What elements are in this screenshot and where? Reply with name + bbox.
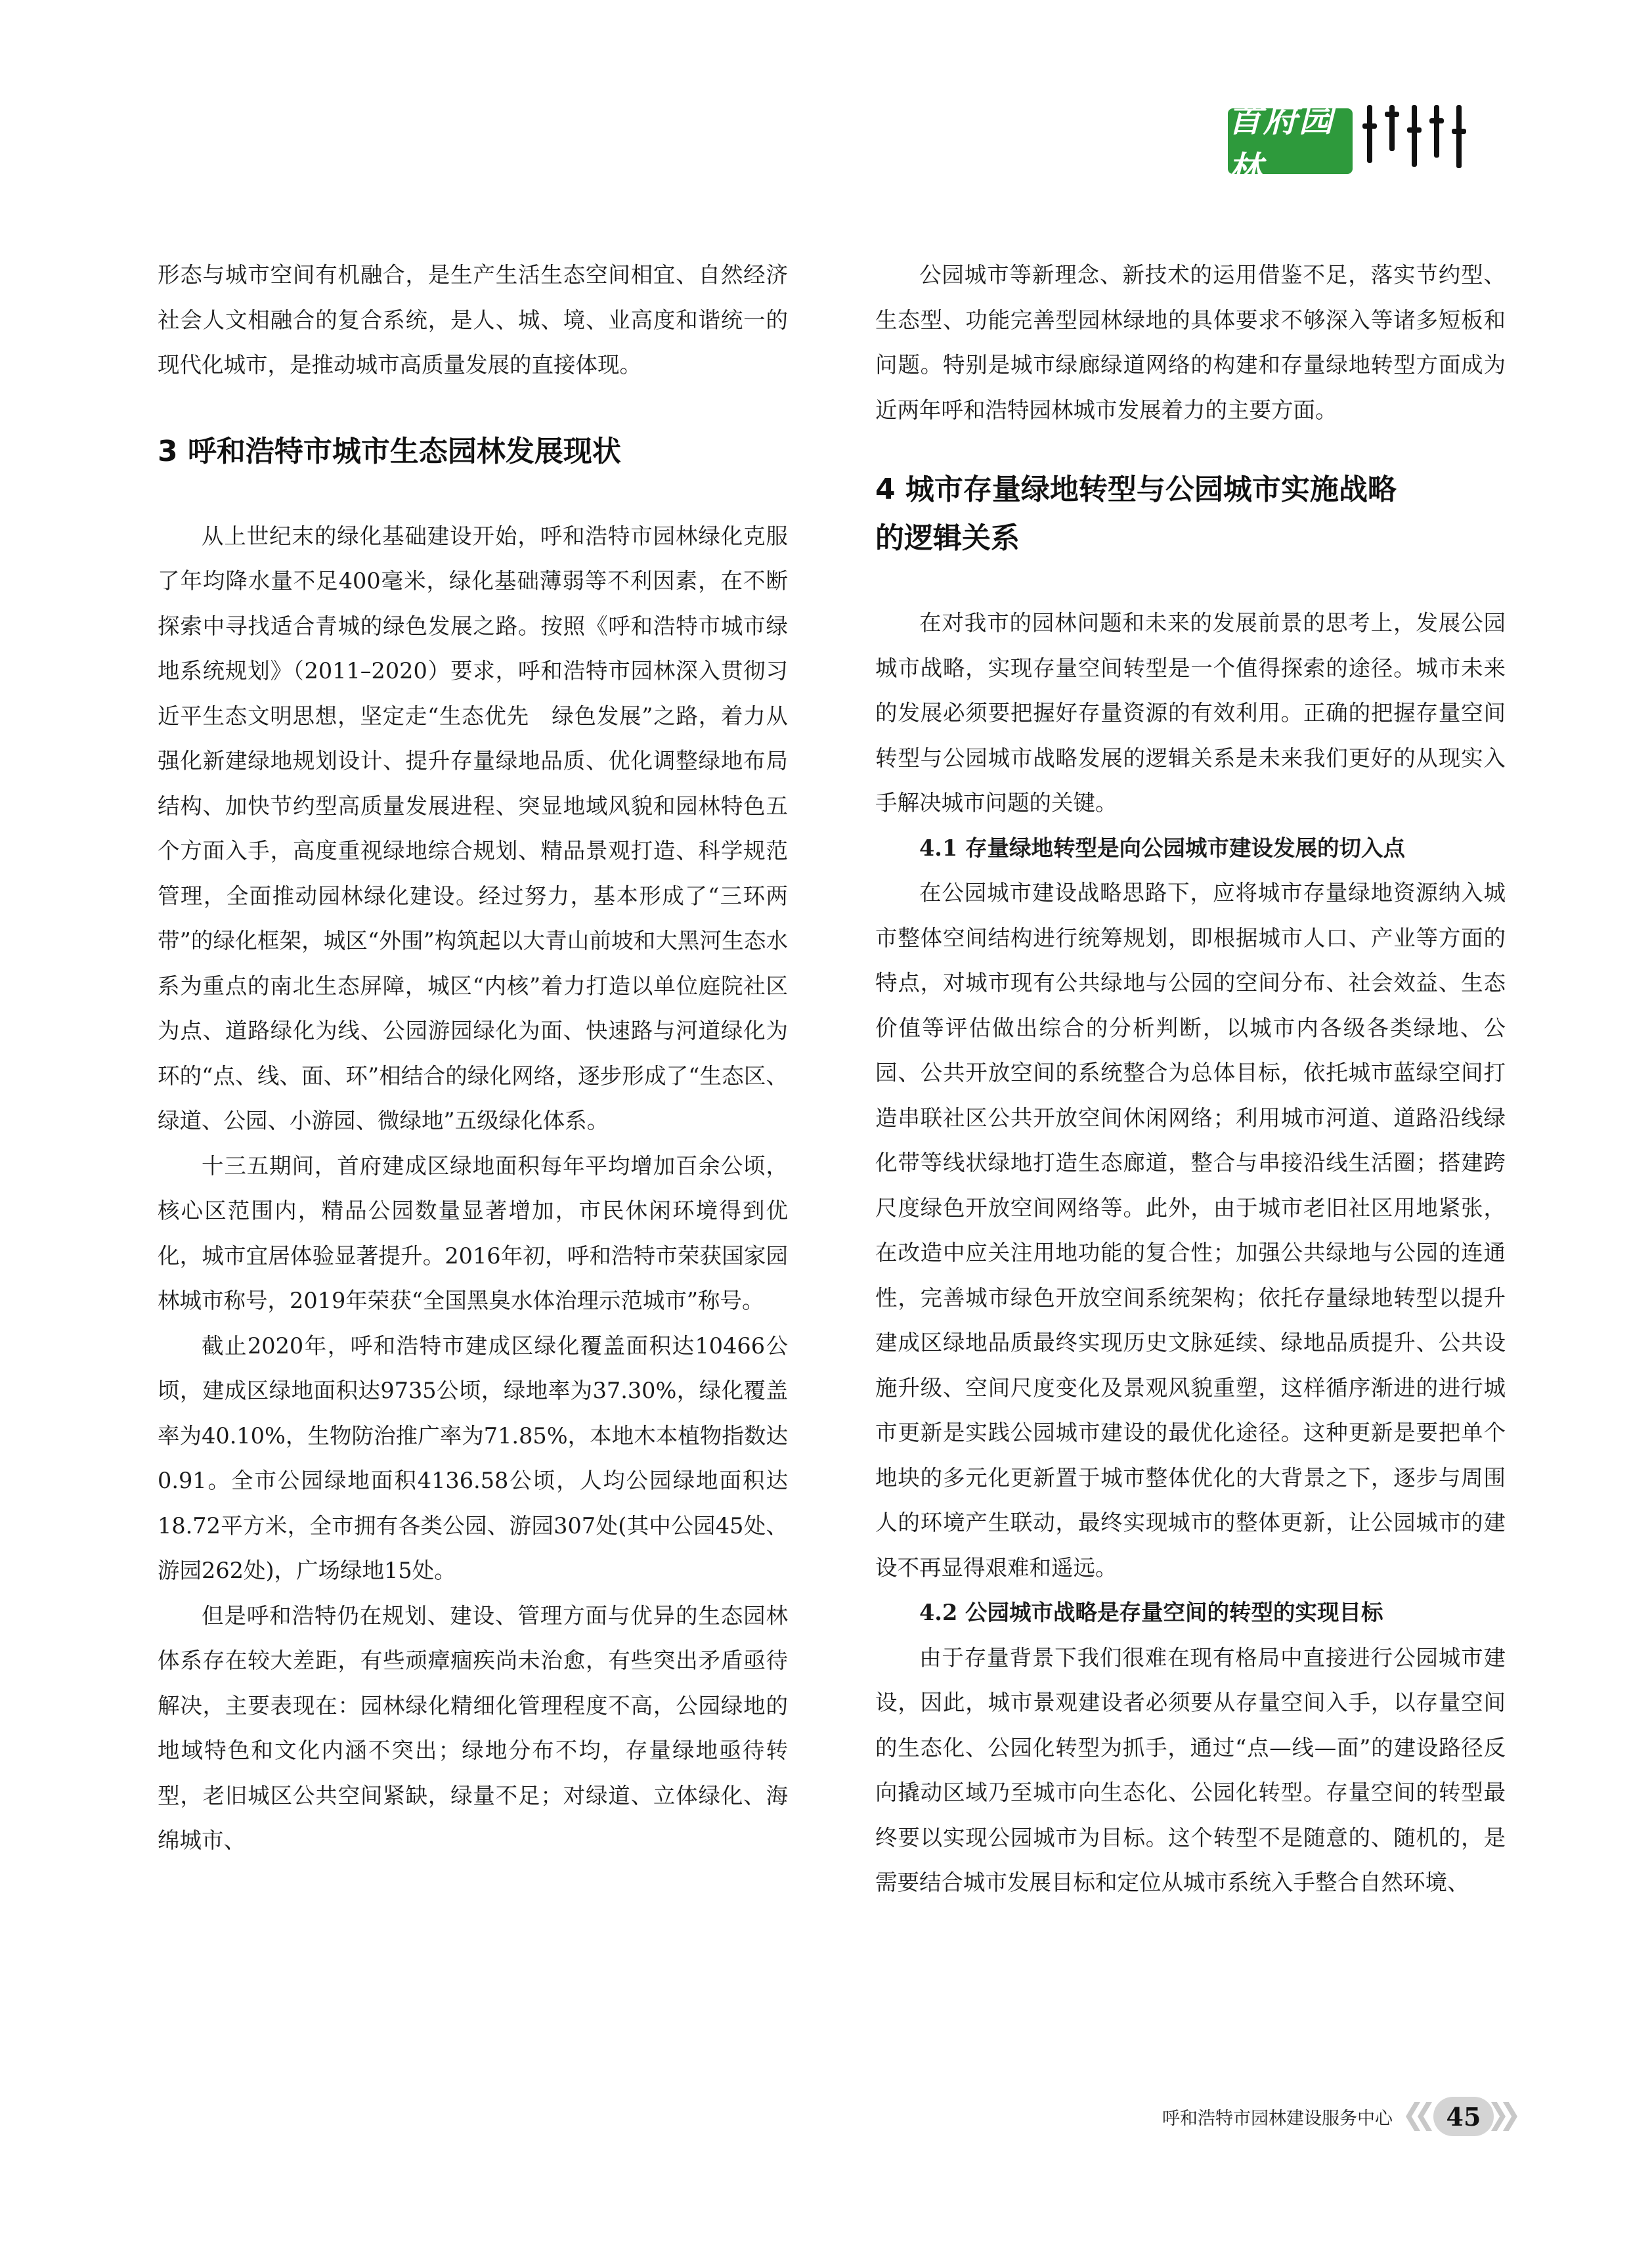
paragraph: 在公园城市建设战略思路下，应将城市存量绿地资源纳入城市整体空间结构进行统筹规划，即根据城市人口、产业等方面的特点，对城市现有公共绿地与公园的空间分布、社会效益、生态价值等评估做出综合的分析判断，以城市内各级各类绿地、公园、公共开放空间的系统整合为总体目标，依托城市蓝绿空间打造串联社区公共开放空间休闲网络；利用城市河道、道路沿线绿化带等线状绿地打造生态廊道，整合与串接沿线生活圈；搭建跨尺度绿色开放空间网络等。此外，由于城市老旧社区用地紧张，在改造中应关注用地功能的复合性；加强公共绿地与公园的连通性，完善城市绿色开放空间系统架构；依托存量绿地转型以提升建成区绿地品质最终实现历史文脉延续、绿地品质提升、公共设施升级、空间尺度变化及景观风貌重塑，这样循序渐进的进行城市更新是实践公园城市建设的最优化途径。这种更新是要把单个地块的多元化更新置于城市整体优化的大背景之下，逐步与周围人的环境产生联动，最终实现城市的整体更新，让公园城市的建设不再显得艰难和遥远。: [875, 880, 1506, 1581]
mongolian-script-decoration: [1362, 105, 1513, 177]
paragraph: 由于存量背景下我们很难在现有格局中直接进行公园城市建设，因此，城市景观建设者必须要从存量空间入手，以存量空间的生态化、公园化转型为抓手，通过“点—线—面”的建设路径反向撬动区域乃至城市向生态化、公园化转型。存量空间的转型最终要以实现公园城市为目标。这个转型不是随意的、随机的，是需要结合城市发展目标和定位从城市系统入手整合自然环境、: [875, 1644, 1506, 1895]
magazine-logo: [1228, 100, 1353, 189]
script-glyph: [1362, 105, 1377, 129]
section-4-title-line-1: 4 城市存量绿地转型与公园城市实施战略: [875, 473, 1397, 506]
paragraph: 十三五期间，首府建成区绿地面积每年平均增加百余公顷，核心区范围内，精品公园数量显著增加，市民休闲环境得到优化，城市宜居体验显著提升。2016年初，呼和浩特市荣获国家园林城市称号，2019年荣获“全国黑臭水体治理示范城市”称号。: [158, 1152, 788, 1313]
page-footer: [1162, 2093, 1517, 2139]
section-4-title: [875, 466, 1506, 563]
right-column: [875, 253, 1506, 1906]
footer-organization: 呼和浩特市园林建设服务中心: [1162, 2108, 1393, 2129]
paragraph: 从上世纪末的绿化基础建设开始，呼和浩特市园林绿化克服了年均降水量不足400毫米，绿化基础薄弱等不利因素，在不断探索中寻找适合青城的绿色发展之路。按照《呼和浩特市城市绿地系统规划》（2011–2020）要求，呼和浩特市园林深入贯彻习近平生态文明思想，坚定走“生态优先 绿色发展”之路，着力从强化新建绿地规划设计、提升存量绿地品质、优化调整绿地布局结构、加快节约型高质量发展进程、突显地域风貌和园林特色五个方面入手，高度重视绿地综合规划、精品景观打造、科学规范管理，全面推动园林绿化建设。经过努力，基本形成了“三环两带”的绿化框架，城区“外围”构筑起以大青山前坡和大黑河生态水系为重点的南北生态屏障，城区“内核”着力打造以单位庭院社区为点、道路绿化为线、公园游园绿化为面、快速路与河道绿化为环的“点、线、面、环”相结合的绿化网络，逐步形成了“生态区、绿道、公园、小游园、微绿地”五级绿化体系。: [158, 523, 788, 1133]
paragraph: 截止2020年，呼和浩特市建成区绿化覆盖面积达10466公顷，建成区绿地面积达9735公顷，绿地率为37.30%，绿化覆盖率为40.10%，生物防治推广率为71.85%，本地木本植物指数达0.91。全市公园绿地面积4136.58公顷，人均公园绿地面积达18.72平方米，全市拥有各类公园、游园307处(其中公园45处、游园262处)，广场绿地15处。: [158, 1332, 788, 1583]
page-number-badge: [1433, 2097, 1494, 2136]
subsection-4-1-title: 4.1 存量绿地转型是向公园城市建设发展的切入点: [919, 835, 1405, 861]
intro-paragraph: 公园城市等新理念、新技术的运用借鉴不足，落实节约型、生态型、功能完善型园林绿地的具体要求不够深入等诸多短板和问题。特别是城市绿廊绿道网络的构建和存量绿地转型方面成为近两年呼和浩特园林城市发展着力的主要方面。: [875, 262, 1506, 423]
script-glyph: [1452, 105, 1466, 134]
logo-text: 首府园林: [1228, 100, 1335, 189]
subsection-4-2-title: 4.2 公园城市战略是存量空间的转型的实现目标: [919, 1600, 1383, 1625]
chevron-left-icon: [1418, 2102, 1432, 2131]
script-glyph: [1429, 105, 1444, 123]
paragraph: 但是呼和浩特仍在规划、建设、管理方面与优异的生态园林体系存在较大差距，有些顽瘴痼疾尚未治愈，有些突出矛盾亟待解决，主要表现在：园林绿化精细化管理程度不高，公园绿地的地域特色和文化内涵不突出；绿地分布不均，存量绿地亟待转型，老旧城区公共空间紧缺，绿量不足；对绿道、立体绿化、海绵城市、: [158, 1602, 788, 1853]
section-3-title: 3 呼和浩特市城市生态园林发展现状: [158, 434, 621, 468]
left-column: [158, 253, 788, 1864]
script-glyph: [1407, 105, 1422, 133]
section-4-title-line-2: 的逻辑关系: [875, 521, 1020, 555]
script-glyph: [1385, 105, 1399, 117]
paragraph: 在对我市的园林问题和未来的发展前景的思考上，发展公园城市战略，实现存量空间转型是一个值得探索的途径。城市未来的发展必须要把握好存量资源的有效利用。正确的把握存量空间转型与公园城市战略发展的逻辑关系是未来我们更好的从现实入手解决城市问题的关键。: [875, 610, 1506, 816]
intro-paragraph: 形态与城市空间有机融合，是生产生活生态空间相宜、自然经济社会人文相融合的复合系统，是人、城、境、业高度和谐统一的现代化城市，是推动城市高质量发展的直接体现。: [158, 262, 788, 378]
page-number: 45: [1446, 2101, 1481, 2132]
